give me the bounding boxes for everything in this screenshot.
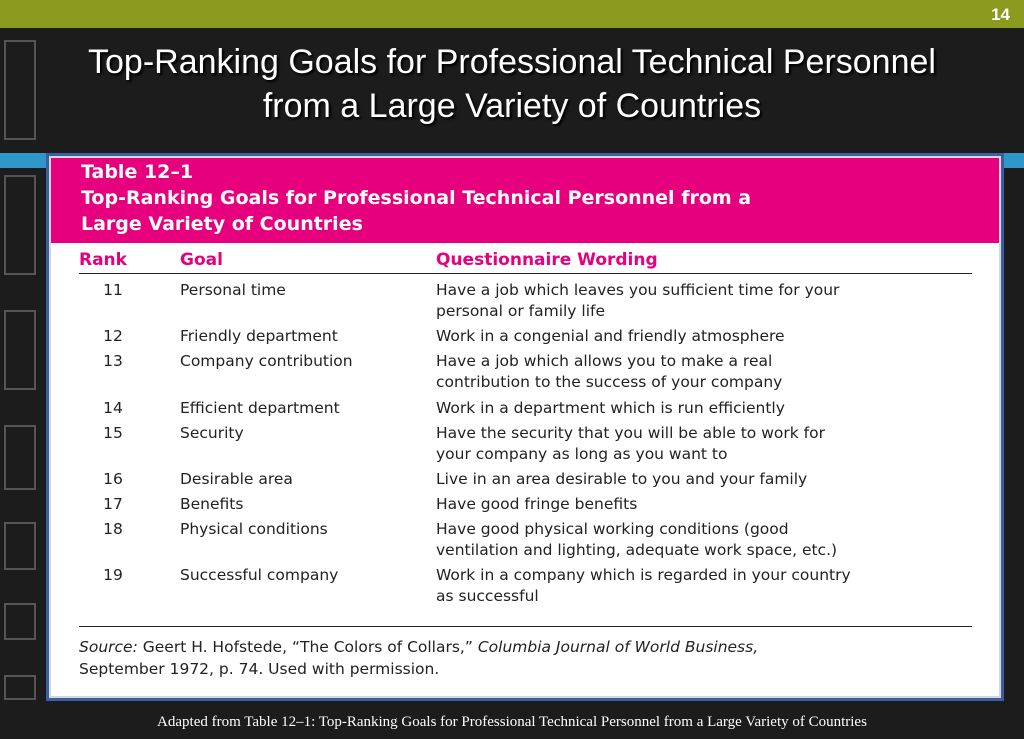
decor-box: [4, 675, 36, 700]
column-header-goal: Goal: [180, 250, 223, 270]
decor-box: [4, 522, 36, 570]
slide-title: Top-Ranking Goals for Professional Technical Personnel from a Large Variety of Countries: [88, 43, 936, 125]
footer-rule: [79, 626, 972, 627]
header-rule: [79, 273, 972, 274]
decor-box: [4, 603, 36, 640]
decor-box: [4, 175, 36, 275]
slide-number: 14: [991, 5, 1010, 24]
column-header-rank: Rank: [79, 250, 127, 270]
column-header-wording: Questionnaire Wording: [436, 250, 658, 270]
slide-caption: Adapted from Table 12–1: Top-Ranking Goals for Professional Technical Personnel from a Large Variety of Countries: [157, 714, 867, 730]
top-bar: [0, 0, 1024, 28]
table-label: Table 12–1: [81, 161, 194, 183]
table-header: [51, 158, 999, 243]
source-note: Source: Geert H. Hofstede, “The Colors of Collars,” Columbia Journal of World Business, September 1972, p. 74. Used with permission.: [79, 638, 759, 678]
table-card: Table 12–1 Top-Ranking Goals for Professional Technical Personnel from a Large Variety of Countries Rank Goal Questionnaire Wording 11 Personal time Have a job which leaves you sufficient time for your personal or family life 12 Friendly department Work in a congenial and friendly atmosphere 13 Company contribution Have a job which allows you to make a real contribution to the success of your company 14 Efficient department Work in a department which is run efficiently 15 Security Have the security that you will be able to work for your company as long as you want to 16 Desirable area Live in an area desirable to you and your family 17 Benefits Have good fringe benefits 18 Physical conditions Have good physical working conditions (good ventilation and lighting, adequate work space, etc.) 19 Successful company Work in a company which is regarded in your country as successful Source: Geert H. Hofstede, “The Colors of Collars,” Columbia Journal of World Business, September 1972, p. 74. Used with permission.: [46, 153, 1004, 701]
decor-box: [4, 310, 36, 390]
table-title: Top-Ranking Goals for Professional Technical Personnel from a Large Variety of Countries: [81, 187, 752, 235]
decor-box: [4, 425, 36, 490]
